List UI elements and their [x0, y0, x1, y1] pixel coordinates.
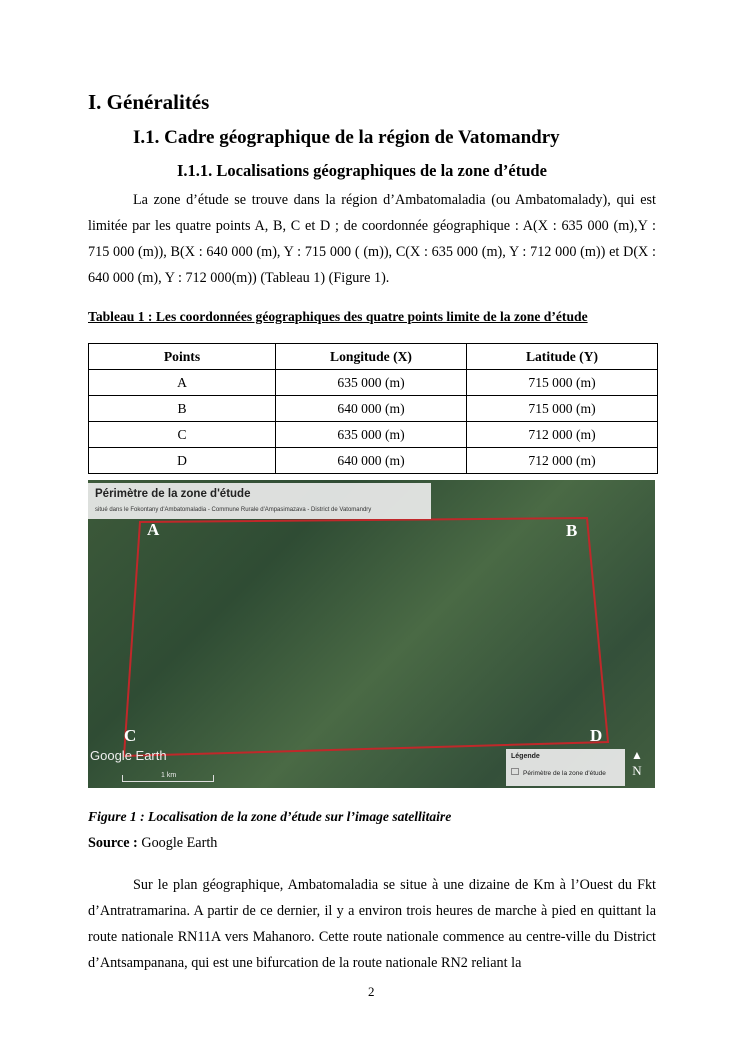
map-legend [506, 749, 625, 786]
google-earth-logo: Google Earth [90, 748, 167, 763]
map-title: Périmètre de la zone d'étude [95, 488, 251, 500]
polygon-icon [511, 768, 519, 775]
table-row [89, 370, 658, 396]
cell: 640 000 (m) [276, 396, 467, 422]
cell: 640 000 (m) [276, 448, 467, 474]
cell: 635 000 (m) [276, 422, 467, 448]
cell: A [89, 370, 276, 396]
page-number: 2 [368, 984, 375, 999]
figure-caption: Figure 1 : Localisation de la zone d’étude sur l’image satellitaire [88, 809, 452, 824]
north-arrow-icon: ▲ [631, 748, 643, 762]
paragraph-1: La zone d’étude se trouve dans la région d’Ambatomaladia (ou Ambatomalady), qui est limitée par les quatre points A, B, C et D ; de coordonnée géographique : A(X : 635 000 (m),Y : 715 000 (m)), B(X : 640 000 (m), Y : 715 000 ( (m)), C(X : 635 000 (m), Y : 712 000 (m)) et D(X : 640 000 (m), Y : 712 000(m)) (Tableau 1) (Figure 1). [88, 192, 656, 286]
header-cell: Points [89, 344, 276, 370]
legend-title: Légende [511, 753, 540, 760]
map-title-box [88, 483, 431, 519]
cell: 715 000 (m) [467, 396, 658, 422]
table-row [89, 422, 658, 448]
cell: 635 000 (m) [276, 370, 467, 396]
cell: 715 000 (m) [467, 370, 658, 396]
table-header-row [89, 344, 658, 370]
cell: D [89, 448, 276, 474]
table-row [89, 448, 658, 474]
paragraph-2: Sur le plan géographique, Ambatomaladia se situe à une dizaine de Km à l’Ouest du Fkt d’Antratramarina. A partir de ce dernier, il y a environ trois heures de marche à pied en quittant la route nationale RN11A vers Mahanoro. Cette route nationale commence au centre-ville du District d’Antsampanana, qui est une bifurcation de la route nationale RN2 reliant la [88, 877, 656, 971]
satellite-map [88, 480, 655, 788]
scale-bar [122, 772, 214, 782]
point-label-d: D [590, 726, 603, 745]
scale-label: 1 km [161, 772, 177, 779]
north-arrow [631, 748, 643, 779]
point-label-a: A [147, 520, 160, 539]
point-label-b: B [566, 521, 578, 540]
source-line [88, 835, 217, 852]
heading-1: I. Généralités [88, 90, 210, 114]
heading-2: I.1. Cadre géographique de la région de Vatomandry [133, 127, 560, 148]
cell: B [89, 396, 276, 422]
legend-item [511, 768, 606, 777]
cell: 712 000 (m) [467, 448, 658, 474]
cell: C [89, 422, 276, 448]
map-subtitle: situé dans le Fokontany d'Ambatomaladia - Commune Rurale d'Ampasimazava - District de Vatomandry [95, 507, 372, 513]
source-value: Google Earth [137, 835, 218, 851]
point-label-c: C [124, 726, 137, 745]
header-cell: Latitude (Y) [467, 344, 658, 370]
cell: 712 000 (m) [467, 422, 658, 448]
table-caption: Tableau 1 : Les coordonnées géographiques des quatre points limite de la zone d’étude [88, 309, 588, 324]
coordinates-table [88, 343, 658, 474]
table-row [89, 396, 658, 422]
header-cell: Longitude (X) [276, 344, 467, 370]
legend-item-label: Périmètre de la zone d'étude [523, 770, 606, 777]
source-label: Source : [88, 835, 138, 851]
heading-3: I.1.1. Localisations géographiques de la zone d’étude [177, 161, 547, 180]
north-label: N [632, 763, 642, 778]
